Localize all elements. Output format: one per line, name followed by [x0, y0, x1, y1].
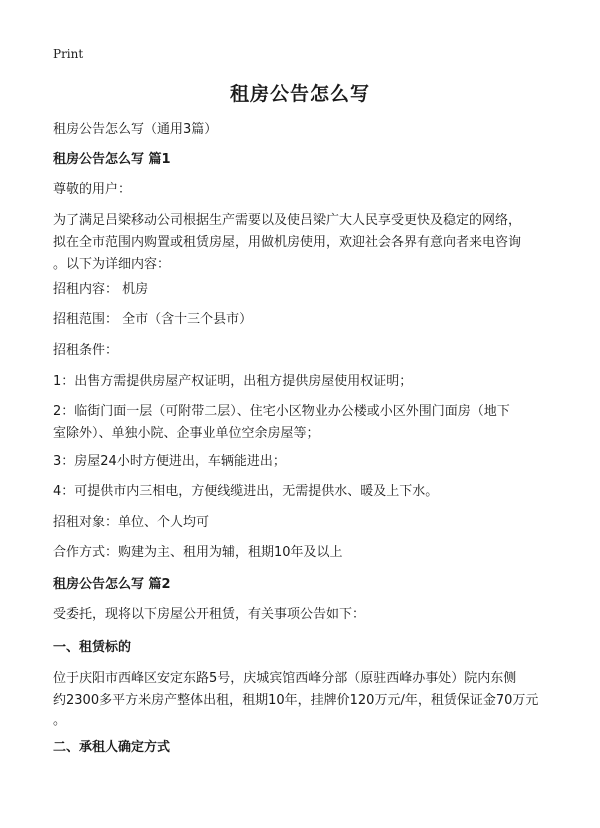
greeting: 尊敬的用户： — [53, 182, 132, 197]
sub1-line-2: 约2300多平方米房产整体出租，租期10年，挂牌价120万元/年，租赁保证金70万元 — [53, 693, 539, 708]
condition-2-line-1: 2：临街门面一层（可附带二层）、住宅小区物业办公楼或小区外围门面房（地下 — [53, 404, 510, 419]
print-link[interactable]: Print — [53, 47, 84, 61]
condition-2-line-2: 室除外）、单独小院、企事业单位空余房屋等； — [53, 426, 320, 441]
condition-3: 3：房屋24小时方便进出，车辆能进出； — [53, 454, 286, 469]
intro-line-2: 拟在全市范围内购置或租赁房屋，用做机房使用，欢迎社会各界有意向者来电咨询 — [53, 235, 522, 250]
section1-heading: 租房公告怎么写 篇1 — [53, 152, 171, 167]
document-subtitle: 租房公告怎么写（通用3篇） — [53, 122, 218, 137]
condition-1: 1：出售方需提供房屋产权证明，出租方提供房屋使用权证明； — [53, 374, 413, 389]
intro-line-1: 为了满足吕梁移动公司根据生产需要以及使吕梁广大人民享受更快及稳定的网络， — [53, 213, 522, 228]
page-title: 租房公告怎么写 — [229, 83, 370, 105]
rental-scope: 招租范围： 全市（含十三个县市） — [53, 312, 253, 327]
sub1-line-1: 位于庆阳市西峰区安定东路5号，庆城宾馆西峰分部（原驻西峰办事处）院内东侧 — [53, 671, 517, 686]
sub1-heading: 一、租赁标的 — [53, 640, 132, 655]
rental-conditions-label: 招租条件： — [53, 343, 119, 358]
rental-content: 招租内容： 机房 — [53, 282, 149, 297]
rental-target: 招租对象：单位、个人均可 — [53, 515, 210, 530]
section2-intro: 受委托，现将以下房屋公开租赁，有关事项公告如下： — [53, 607, 366, 622]
condition-4: 4：可提供市内三相电，方便线缆进出，无需提供水、暖及上下水。 — [53, 484, 439, 499]
sub2-heading: 二、承租人确定方式 — [53, 740, 171, 755]
section2-heading: 租房公告怎么写 篇2 — [53, 577, 171, 592]
cooperation-mode: 合作方式：购建为主、租用为辅，租期10年及以上 — [53, 545, 343, 560]
intro-line-3: 。以下为详细内容： — [53, 257, 171, 272]
sub1-line-3: 。 — [53, 713, 67, 728]
